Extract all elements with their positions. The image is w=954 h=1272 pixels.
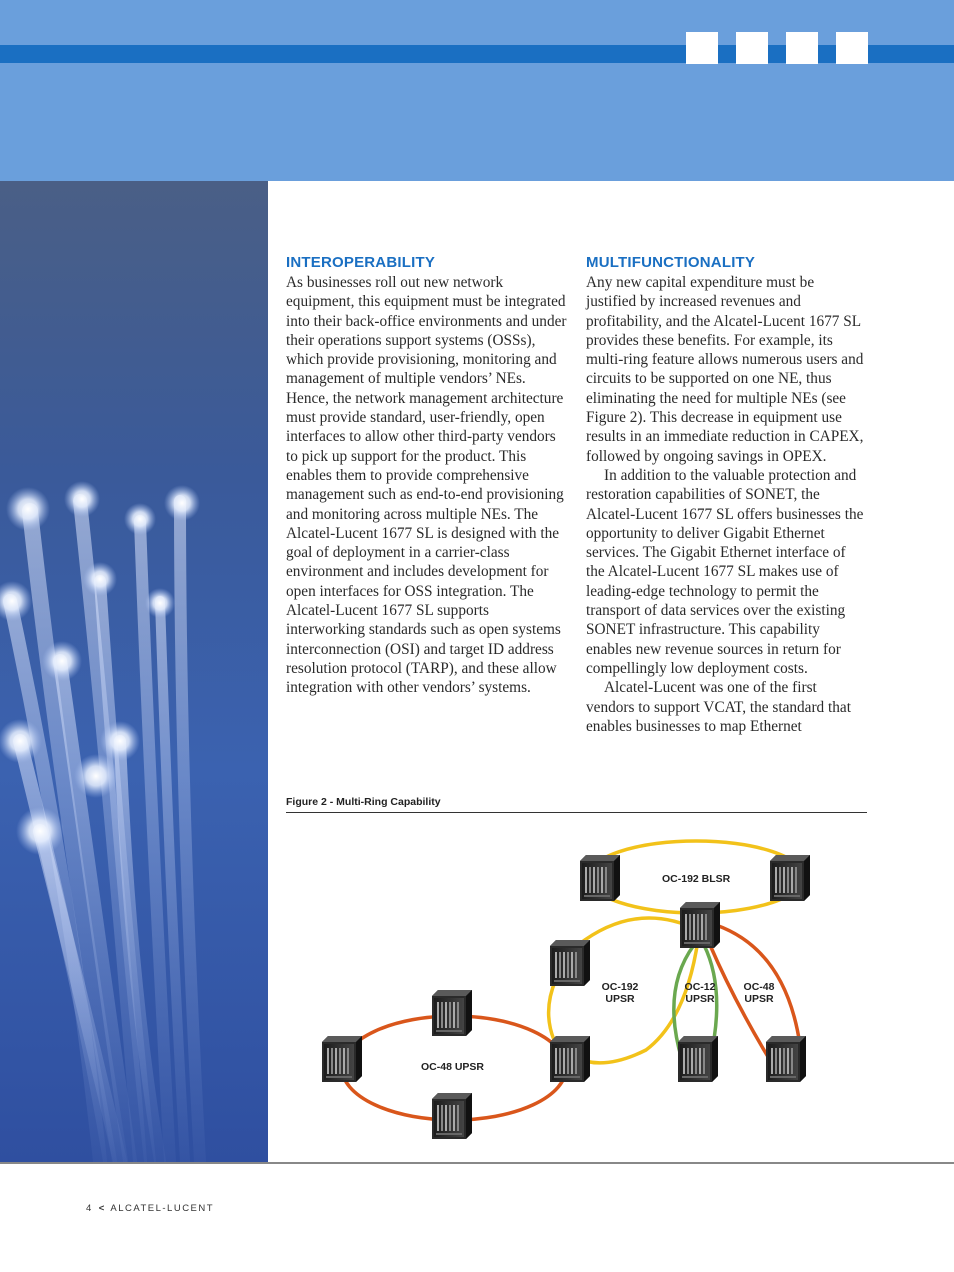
network-element — [322, 1036, 362, 1082]
right-column — [586, 253, 868, 736]
header-band — [0, 0, 954, 181]
fiber-optic-photo — [0, 181, 268, 1163]
network-element — [678, 1036, 718, 1082]
interoperability-paragraph: As businesses roll out new network equipment, this equipment must be integrated into their back-office environments and under their operations support systems (OSSs), which provide provisioning, monitoring and management of multiple vendors’ NEs. Hence, the network management architecture must provide standard, user-friendly, open interfaces to allow other third-party vendors to pick up support for the product. This enables them to provide comprehensive management such as end-to-end provisioning and monitoring across multiple NEs. The Alcatel-Lucent 1677 SL is designed with the goal of deployment in a carrier-class environment and includes development for open interfaces for OSS integration. The Alcatel-Lucent 1677 SL supports interworking standards such as open systems interconnection (OSI) and target ID address resolution protocol (TARP), and these allow integration with other vendors’ systems. — [286, 274, 567, 697]
header-square-1 — [686, 32, 718, 64]
page-number: 4 — [86, 1203, 93, 1214]
multifunctionality-heading: MULTIFUNCTIONALITY — [586, 254, 756, 271]
oc12-upsr-label-line1: OC-12 — [684, 981, 716, 993]
bottom-rule — [0, 1162, 954, 1164]
network-element — [580, 855, 620, 901]
page-footer — [86, 1203, 214, 1214]
network-element — [766, 1036, 806, 1082]
footer-brand: ALCATEL-LUCENT — [110, 1203, 215, 1214]
interoperability-heading: INTEROPERABILITY — [286, 254, 436, 271]
oc192-blsr-label: OC-192 BLSR — [662, 873, 731, 885]
oc48-upsr-label-line1: OC-48 — [743, 981, 775, 993]
oc192-upsr-label-line1: OC-192 — [601, 981, 639, 993]
network-element — [770, 855, 810, 901]
network-element — [432, 1093, 472, 1139]
fiber-optic-illustration — [0, 181, 268, 1163]
multifunctionality-paragraph-1: Any new capital expenditure must be justified by increased revenues and profitability, and the Alcatel-Lucent 1677 SL provides these benefits. For example, its multi-ring feature allows numerous users and circuits to be supported on one NE, thus eliminating the need for multiple NEs (see Figure 2). This decrease in equipment use results in an immediate reduction in CAPEX, followed by ongoing savings in OPEX. — [586, 274, 864, 465]
network-element — [550, 1036, 590, 1082]
header-square-4 — [836, 32, 868, 64]
oc12-upsr-label-line2: UPSR — [685, 993, 715, 1005]
multi-ring-diagram — [286, 820, 868, 1160]
network-element — [680, 902, 720, 948]
network-element — [550, 940, 590, 986]
header-square-3 — [786, 32, 818, 64]
multifunctionality-paragraph-3: Alcatel-Lucent was one of the first vendors to support VCAT, the standard that enables businesses to map Ethernet — [586, 679, 851, 735]
network-element — [432, 990, 472, 1036]
multifunctionality-paragraph-2: In addition to the valuable protection and restoration capabilities of SONET, the Alcatel-Lucent 1677 SL offers businesses the opportunity to deliver Gigabit Ethernet services. The Gigabit Ethernet interface of the Alcatel-Lucent 1677 SL makes use of leading-edge technology to permit the transport of data services over the existing SONET infrastructure. This capability enables new revenue sources in return for compellingly low deployment costs. — [586, 466, 864, 677]
left-column — [286, 253, 568, 698]
figure-caption: Figure 2 - Multi-Ring Capability — [286, 796, 867, 813]
footer-separator: < — [98, 1203, 105, 1214]
oc192-upsr-label-line2: UPSR — [605, 993, 635, 1005]
oc48-upsr-left-label: OC-48 UPSR — [421, 1061, 485, 1073]
header-square-2 — [736, 32, 768, 64]
oc48-upsr-label-line2: UPSR — [744, 993, 774, 1005]
